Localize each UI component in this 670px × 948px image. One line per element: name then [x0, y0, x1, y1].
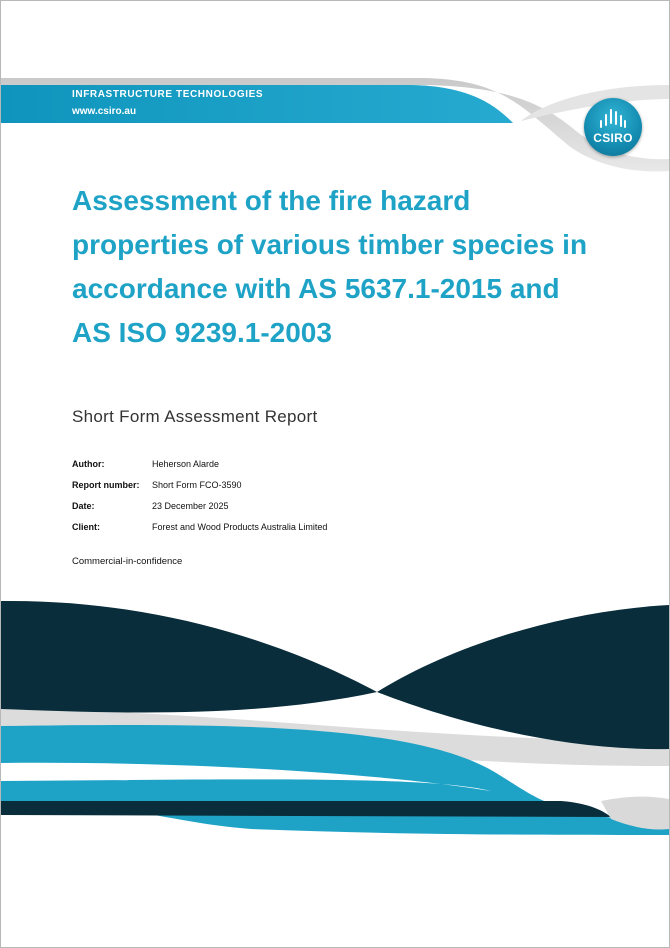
- report-subtitle: Short Form Assessment Report: [72, 407, 318, 426]
- website-link[interactable]: www.csiro.au: [72, 106, 137, 117]
- meta-value: Short Form FCO-3590: [152, 480, 242, 490]
- meta-value: Forest and Wood Products Australia Limited: [152, 522, 328, 532]
- logo-wordmark: CSIRO: [593, 131, 633, 145]
- meta-label: Report number:: [72, 480, 140, 490]
- report-title: Assessment of the fire hazard properties of various timber species in accordance with AS 5637.1-2015 and AS ISO 9239.1-2003: [72, 185, 588, 348]
- report-metadata: [72, 459, 327, 543]
- meta-row-author: [72, 459, 327, 480]
- decorative-wave-graphic: [1, 591, 669, 851]
- meta-row-client: [72, 522, 327, 543]
- meta-row-date: [72, 501, 327, 522]
- logo-bars-icon: [598, 107, 628, 129]
- meta-value: Heherson Alarde: [152, 459, 220, 469]
- meta-label: Date:: [72, 501, 95, 511]
- csiro-logo: [584, 98, 642, 156]
- meta-row-report-number: [72, 480, 327, 501]
- meta-label: Author:: [72, 459, 105, 469]
- meta-value: 23 December 2025: [152, 501, 229, 511]
- division-name: INFRASTRUCTURE TECHNOLOGIES: [72, 89, 264, 100]
- meta-label: Client:: [72, 522, 100, 532]
- classification-label: Commercial-in-confidence: [72, 556, 183, 567]
